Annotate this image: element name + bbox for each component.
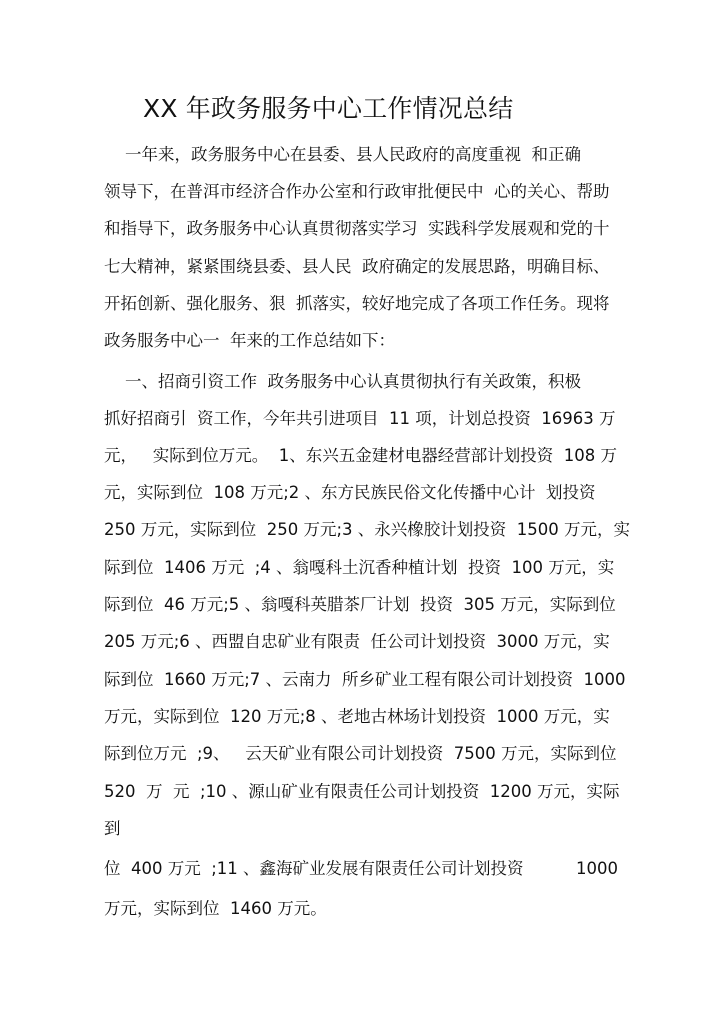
paragraph-line: 万元，实际到位 1460 万元。 bbox=[104, 899, 327, 918]
paragraph-line: 际到位 1660 万元;7 、云南力 所乡矿业工程有限公司计划投资 1000 bbox=[104, 670, 626, 689]
paragraph-line: 际到位 46 万元;5 、翁嘎科英腊茶厂计划 投资 305 万元，实际到位 bbox=[104, 595, 616, 614]
paragraph-line: 和指导下，政务服务中心认真贯彻落实学习 实践科学发展观和党的十 bbox=[104, 219, 610, 238]
paragraph-line: 政务服务中心一 年来的工作总结如下： bbox=[104, 331, 395, 350]
paragraph-line: 一、招商引资工作 政务服务中心认真贯彻执行有关政策，积极 bbox=[104, 372, 581, 391]
paragraph-line: 到 bbox=[104, 819, 121, 838]
paragraph-line: 250 万元，实际到位 250 万元;3 、永兴橡胶计划投资 1500 万元，实 bbox=[104, 520, 630, 539]
paragraph-line: 抓好招商引 资工作，今年共引进项目 11 项，计划总投资 16963 万 bbox=[104, 409, 616, 428]
paragraph-line: 际到位 1406 万元 ;4 、翁嘎科土沉香种植计划 投资 100 万元，实 bbox=[104, 558, 615, 577]
paragraph-line: 际到位万元 ;9、 云天矿业有限公司计划投资 7500 万元，实际到位 bbox=[104, 744, 617, 763]
paragraph-line: 一年来，政务服务中心在县委、县人民政府的高度重视 和正确 bbox=[104, 145, 581, 164]
paragraph-line: 七大精神，紧紧围绕县委、县人民 政府确定的发展思路，明确目标、 bbox=[104, 257, 610, 276]
paragraph-line: 开拓创新、强化服务、狠 抓落实，较好地完成了各项工作任务。现将 bbox=[104, 294, 610, 313]
paragraph-line: 位 400 万元 ;11 、鑫海矿业发展有限责任公司计划投资 1000 bbox=[104, 859, 618, 878]
paragraph-line: 万元，实际到位 120 万元;8 、老地古林场计划投资 1000 万元，实 bbox=[104, 707, 610, 726]
paragraph-line: 元，实际到位 108 万元;2 、东方民族民俗文化传播中心计 划投资 bbox=[104, 483, 596, 502]
paragraph-line: 205 万元;6 、西盟自忠矿业有限责 任公司计划投资 3000 万元，实 bbox=[104, 632, 610, 651]
page-title: XX 年政务服务中心工作情况总结 bbox=[143, 94, 514, 123]
paragraph-line: 元， 实际到位万元。 1、东兴五金建材电器经营部计划投资 108 万 bbox=[104, 446, 617, 465]
paragraph-line: 520 万 元 ;10 、源山矿业有限责任公司计划投资 1200 万元，实际 bbox=[104, 782, 620, 801]
paragraph-line: 领导下，在普洱市经济合作办公室和行政审批便民中 心的关心、帮助 bbox=[104, 182, 610, 201]
